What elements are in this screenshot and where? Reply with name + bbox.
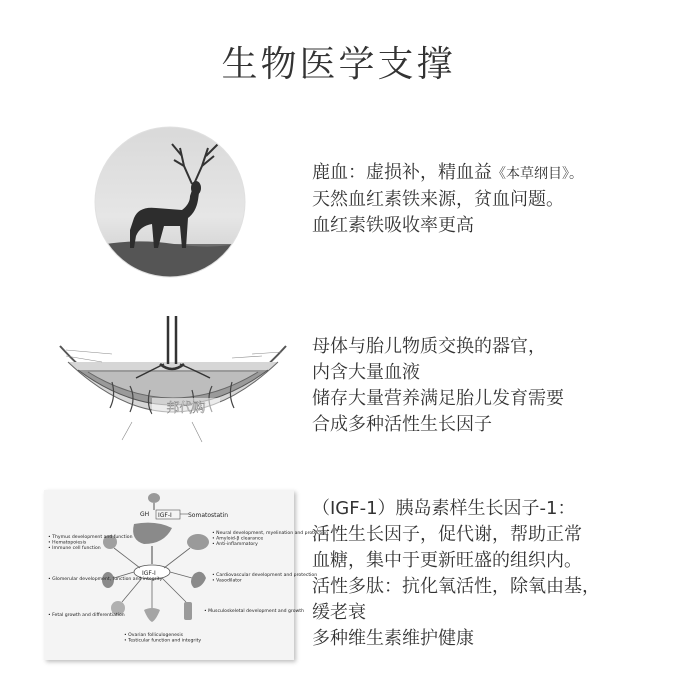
igf1-line-1: （IGF-1）胰岛素样生长因子-1：	[312, 498, 576, 519]
deer-line-2: 天然血红素铁来源，贫血问题。	[312, 189, 564, 210]
placenta-line-3: 储存大量营养满足胎儿发育需要	[312, 388, 564, 409]
igf1-text	[312, 496, 600, 652]
igf1-center: IGF-I	[142, 570, 156, 577]
thymus-caption: • Thymus development and function • Hematopoiesis • Immune cell function	[48, 535, 133, 551]
musculo-caption: • Musculoskeletal development and growth	[204, 609, 304, 614]
somatostatin-label: Somatostatin	[188, 512, 229, 519]
igf1-label-top: IGF-I	[158, 512, 172, 519]
cardio-caption: • Cardiovascular development and protection • Vasodilator	[212, 573, 318, 584]
deer-photo	[94, 126, 246, 278]
placenta-diagram	[52, 312, 294, 460]
fetal-caption: • Fetal growth and differentiation	[48, 613, 125, 618]
igf1-line-6: 多种维生素维护健康	[312, 628, 474, 649]
page-title: 生物医学支撑	[221, 44, 456, 85]
igf1-pathway-diagram	[44, 490, 329, 660]
deer-line-3: 血红素铁吸收率更高	[312, 215, 474, 236]
deer-text	[312, 160, 583, 239]
placenta-line-1: 母体与胎儿物质交换的器官，	[312, 336, 546, 357]
igf1-line-5: 缓老衰	[312, 602, 366, 623]
deer-line-1-source: 《本草纲目》。	[492, 166, 583, 182]
neural-caption: • Neural development, myelination and protection • Amyloid-β clearance • Anti-inflammatory	[212, 531, 329, 547]
igf1-line-4: 活性多肽：抗化氧活性，除氧由基，	[312, 576, 600, 597]
ovarian-caption: • Ovarian folliculogenesis • Testicular function and integrity	[124, 633, 202, 644]
igf1-line-3: 血糖，集中于更新旺盛的组织内。	[312, 550, 582, 571]
deer-line-1: 鹿血：虚损补，精血益	[312, 162, 492, 183]
igf1-line-2: 活性生长因子，促代谢，帮助正常	[312, 524, 582, 545]
glomerular-caption: • Glomerular development, function and integrity	[48, 577, 163, 582]
placenta-line-4: 合成多种活性生长因子	[312, 414, 492, 435]
placenta-line-2: 内含大量血液	[312, 362, 420, 383]
placenta-text	[312, 334, 564, 438]
gh-label: GH	[140, 511, 150, 518]
placenta-watermark: 邦代购	[166, 401, 206, 416]
